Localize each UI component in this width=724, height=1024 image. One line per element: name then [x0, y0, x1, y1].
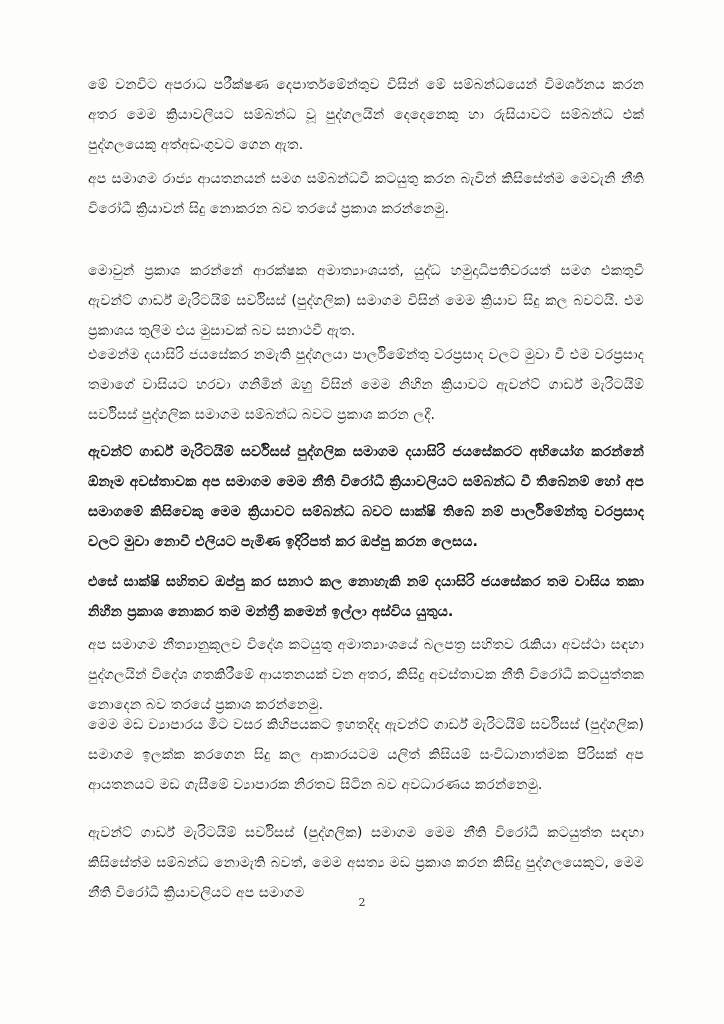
page-number: 2	[358, 896, 366, 909]
paragraph-parliament-privilege: එමෙන්ම දයාසිරි ජයසේකර නමැති පුද්ගලයා පාර්ලිමේන්තු වරප්‍රසාද වලට මුවා වී එම වරප්‍රසාද තමාගේ වාසියට හරවා ගනිමින් ඔහු විසින් මෙම නිහීන ක්‍රියාවට ඇවන්ට් ගාර්ඩ් මැරිටයිම් සර්විසස් පුද්ගලික සමාගම සම්බන්ධ බවට ප්‍රකාශ කරන ලදී.	[88, 347, 644, 423]
paragraph-investigation: මේ වනවිට අපරාධ පරීක්ෂණ දෙපාර්තමේන්තුව විසින් මේ සම්බන්ධයෙන් විමර්ශනය කරන අතර මෙම ක්‍රියාවලියට සම්බන්ධ වූ පුද්ගලයින් දෙදෙනෙකු හා රුසියාවට සම්බන්ධ එක් පුද්ගලයෙකු අත්අඩංගුවට ගෙන ඇත.	[88, 77, 644, 153]
paragraph-resign-demand: එසේ සාක්ෂි සහිතව ඔප්පු කර සනාථ කල නොහැකි නම් දයාසිරි ජයසේකර තම වාසිය තකා නිහීන ප්‍රකාශ නොකර තම මන්ත්‍රී කමෙන් ඉල්ලා අස්විය යුතුය.	[88, 574, 644, 620]
paragraph-denial: ඇවන්ට් ගාර්ඩ් මැරිටයිම් සර්විසස් (පුද්ගලික) සමාගම මෙම නීති විරෝධී කටයුත්ත සඳහා කිසිසේත්ම සම්බන්ධ නොමැති බවත්, මෙම අසත්‍ය මඩ ප්‍රකාශ කරන කිසිදු පුද්ගලයෙකුට, මෙම නීති විරෝධී ක්‍රියාවලියට අප සමාගම	[88, 825, 644, 901]
paragraph-challenge: ඇවන්ට් ගාර්ඩ් මැරිටයිම් සර්විසස් පුද්ගලික සමාගම දයාසිරි ජයසේකරට අභියෝග කරන්නේ ඕනෑම අවස්තාවක අප සමාගම මෙම නීති විරෝධී ක්‍රියාවලියට සම්බන්ධ වී තිබේනම් හෝ අප සමාගමේ කිසිවෙකු මෙම ක්‍රියාවට සම්බන්ධ බවට සාක්ෂි තිබේ නම් පාර්ලිමේන්තු වරප්‍රසාද වලට මුවා නොවී එලියට පැමිණ ඉදිරිපත් කර ඔප්පු කරන ලෙසය.	[88, 444, 644, 550]
paragraph-allegation: මොවුන් ප්‍රකාශ කරන්නේ ආරක්ෂක අමාත්‍යාංශයත්, යුද්ධ හමුදාධිපතිවරයත් සමග එකතුවී ඇවන්ට් ගාර්ඩ් මැරිටයිම් සර්විසස් (පුද්ගලික) සමාගම විසින් මෙම ක්‍රියාව සිදු කල බවටයි. එම ප්‍රකාශය තුලිම එය මුසාවක් බව සනාථවී ඇත.	[88, 263, 644, 339]
paragraph-smear-campaign: මෙම මඩ ව්‍යාපාරය මීට වසර කිහිපයකට ඉහතදිද ඇවන්ට් ගාර්ඩ් මැරිටයිම් සර්විසස් (පුද්ගලික) සමාගම ඉලක්ක කරගෙන සිදු කල ආකාරයටම යලිත් කිසියම් සංවිධානාත්මක පිරිසක් අප ආයතනයට මඩ ගැසීමේ ව්‍යාපාරක නිරතව සිටින බව අවධාරණය කරන්නෙමු.	[88, 717, 644, 793]
paragraph-legal-status: අප සමාගම නීත්‍යානුකූලව විදේශ කටයුතු අමාත්‍යාංශයේ බලපත්‍ර සහිතව රැකියා අවස්ථා සඳහා පුද්ගලයින් විදේශ ගතකිරීමේ ආයතනයක් වන අතර, කිසිදු අවස්තාවක නීති විරෝධී කටයුත්තක නොදෙන බව තරයේ ප්‍රකාශ කරන්නෙමු.	[88, 637, 644, 713]
paragraph-company-statement: අප සමාගම රාජ්‍ය ආයතනයන් සමග සම්බන්ධවී කටයුතු කරන බැවින් කිසිසේත්ම මෙවැනි නීති විරෝධී ක්‍රියාවන් සිදු නොකරන බව තරයේ ප්‍රකාශ කරන්නෙමු.	[88, 171, 644, 217]
